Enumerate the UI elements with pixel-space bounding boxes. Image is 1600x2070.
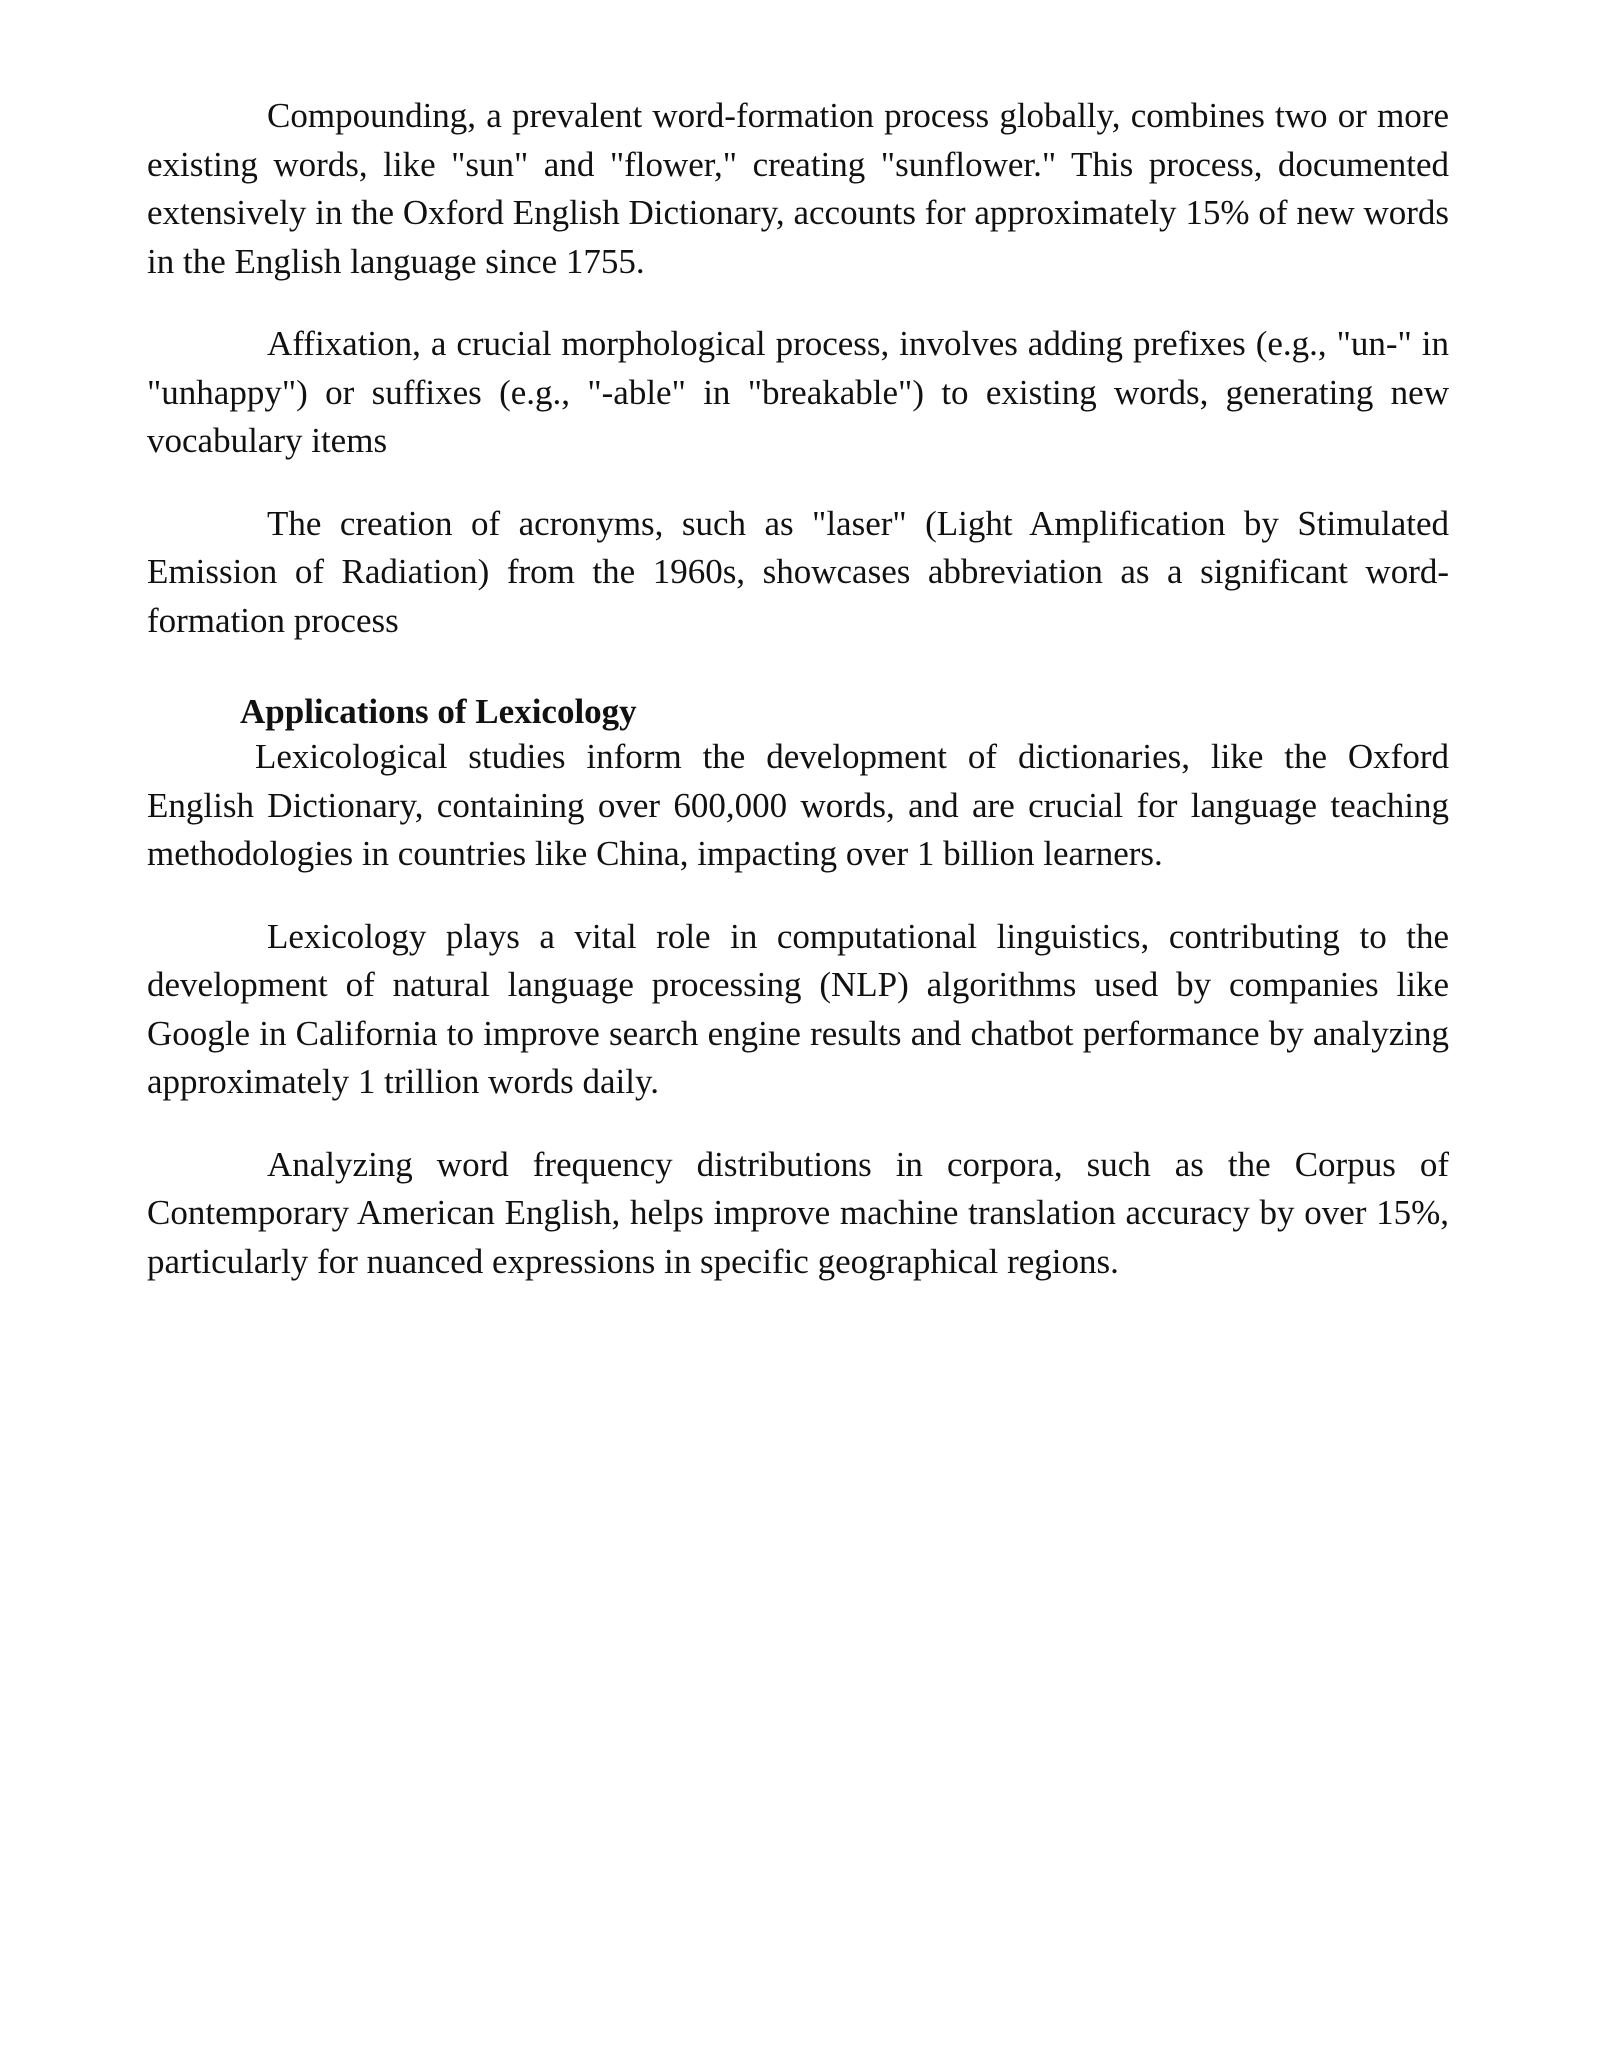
paragraph-computational-linguistics: Lexicology plays a vital role in computational linguistics, contributing to the development of natural language processing (NLP) algorithms used by companies like Google in California to improve search engine results and chatbot performance by analyzing approximately 1 trillion words daily. xyxy=(147,916,1449,1101)
paragraph-compounding: Compounding, a prevalent word-formation process globally, combines two or more existing words, like "sun" and "flower," creating "sunflower." This process, documented extensively in the Oxford English Dictionary, accounts for approximately 15% of new words in the English language since 1755. xyxy=(147,96,1449,281)
paragraph-word-frequency: Analyzing word frequency distributions in corpora, such as the Corpus of Contemporary American English, helps improve machine translation accuracy by over 15%, particularly for nuanced expressions in specific geographical regions. xyxy=(147,1144,1449,1281)
paragraph-acronyms: The creation of acronyms, such as "laser" (Light Amplification by Stimulated Emission of Radiation) from the 1960s, showcases abbreviation as a significant word-formation process xyxy=(147,503,1449,640)
paragraph-dictionaries: Lexicological studies inform the development of dictionaries, like the Oxford English Dictionary, containing over 600,000 words, and are crucial for language teaching methodologies in countries like China, impacting over 1 billion learners. xyxy=(147,737,1449,873)
section-heading: Applications of Lexicology xyxy=(240,692,637,731)
paragraph-affixation: Affixation, a crucial morphological process, involves adding prefixes (e.g., "un-" in "unhappy") or suffixes (e.g., "-able" in "breakable") to existing words, generating new vocabulary items xyxy=(147,324,1449,460)
document-body xyxy=(147,92,1449,1320)
